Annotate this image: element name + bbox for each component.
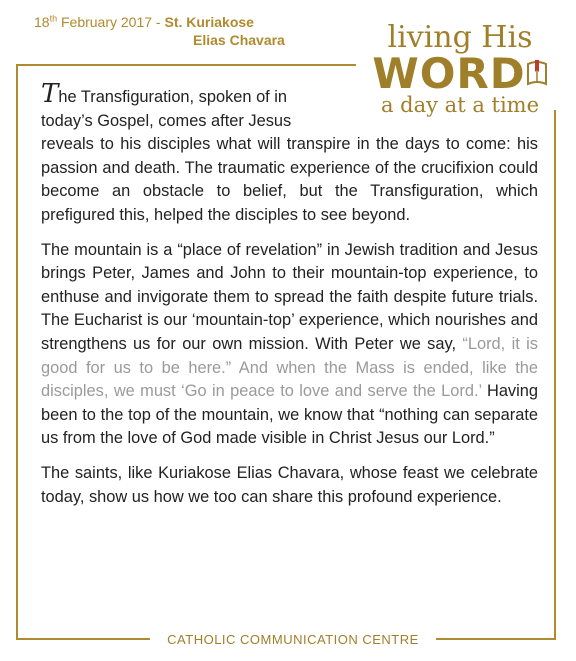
logo-line-tagline: a day at a time [380, 93, 540, 117]
date-header [34, 14, 254, 30]
logo-line-living-his: living His [387, 20, 533, 55]
paragraph-2-quote: “Lord, it is good for us to be here.” And when the Mass is ended, like the disciples, we must ‘Go in peace to love and serve the Lord.’ [41, 334, 538, 401]
paragraph-1-intro-text: he Transfiguration, spoken of in today’s Gospel, comes after Jesus [41, 88, 292, 130]
date-suffix: th [49, 13, 58, 24]
paragraph-1-intro [41, 79, 341, 133]
paragraph-3: The saints, like Kuriakose Elias Chavara, whose feast we celebrate today, show us how we too can share this profound experience. [41, 463, 538, 506]
logo-word-d: D [489, 49, 526, 98]
logo-word-wor: WOR [372, 49, 490, 98]
paragraph-1 [41, 79, 538, 228]
paragraph-1-body: reveals to his disciples what will transpire in the days to come: his passion and death. The traumatic experience of the crucifixion could become an obstacle to belief, but the Transfiguration, which prefigured this, helped the disciples to see beyond. [41, 135, 538, 224]
date-month-year: February 2017 - [57, 14, 165, 30]
footer-label: CATHOLIC COMMUNICATION CENTRE [167, 632, 419, 647]
saint-name-line2: Elias Chavara [193, 32, 285, 48]
saint-name-line1: St. Kuriakose [164, 14, 254, 30]
reflection-text [41, 79, 539, 520]
paragraph-2 [41, 239, 538, 451]
paragraph-2-part-c: Having been to the top of the mountain, we know that “nothing can separate us from the love of God made visible in Christ Jesus our Lord.” [41, 382, 539, 448]
book-icon [526, 54, 548, 84]
date-day: 18 [34, 14, 50, 30]
paragraph-2-part-a: The mountain is a “place of revelation” in Jewish tradition and Jesus brings Peter, James and John to their mountain-top experience, to enthuse and invigorate them to spread the faith despite future trials. The Eucharist is our ‘mountain-top’ experience, which nourishes and strengthens us for our own mission. With Peter we say, [41, 240, 538, 353]
drop-cap: T [41, 79, 59, 109]
